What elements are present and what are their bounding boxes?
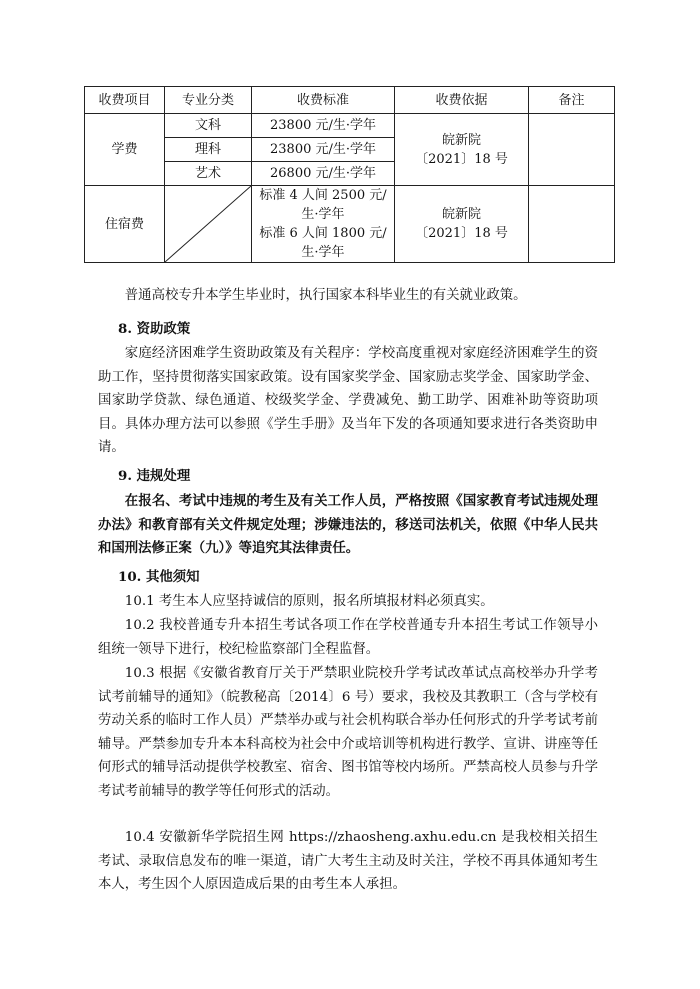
- major-cell: 艺术: [165, 162, 252, 186]
- major-cell: 理科: [165, 138, 252, 162]
- item-10-1: 10.1 考生本人应坚持诚信的原则，报名所填报材料必须真实。: [124, 594, 494, 609]
- major-cell: 文科: [165, 114, 252, 138]
- standard-cell: 23800 元/生·学年: [252, 138, 395, 162]
- section-9-body: 在报名、考试中违规的考生及有关工作人员，严格按照《国家教育考试违规处理办法》和教育部有关文件规定处理；涉嫌违法的，移送司法机关，依照《中华人民共和国刑法修正案（九）》等追究其法律责任。: [98, 493, 598, 557]
- header-fee-item: 收费项目: [85, 87, 165, 114]
- item-10-2: 10.2 我校普通专升本招生考试各项工作在学校普通专升本招生考试工作领导小组统一领导下进行，校纪检监察部门全程监督。: [98, 618, 598, 657]
- tuition-basis: 皖新院 〔2021〕18 号: [395, 114, 529, 186]
- dorm-remark: [529, 186, 615, 263]
- header-remark: 备注: [529, 87, 615, 114]
- table-header-row: [85, 87, 615, 114]
- standard-cell: 26800 元/生·学年: [252, 162, 395, 186]
- diagonal-cell: [165, 186, 252, 263]
- tuition-remark: [529, 114, 615, 186]
- header-standard: 收费标准: [252, 87, 395, 114]
- item-10-3: 10.3 根据《安徽省教育厅关于严禁职业院校升学考试改革试点高校举办升学考试考前辅导的通知》（皖教秘高〔2014〕6 号）要求，我校及其教职工（含与学校有劳动关系的临时工作人员）严禁举办或与社会机构联合举办任何形式的升学考试考前辅导。严禁参加专升本本科高校为社会中介或培训等机构进行教学、宣讲、讲座等任何形式的辅导活动提供学校教室、宿舍、图书馆等校内场所。严禁高校人员参与升学考试考前辅导的教学等任何形式的活动。: [98, 666, 598, 799]
- dorm-label: 住宿费: [85, 186, 165, 263]
- section-8-title: 8. 资助政策: [118, 321, 191, 337]
- section-9-title: 9. 违规处理: [118, 468, 191, 484]
- employment-note: 普通高校专升本学生毕业时，执行国家本科毕业生的有关就业政策。: [124, 288, 527, 303]
- header-basis: 收费依据: [395, 87, 529, 114]
- table-row: [85, 114, 615, 138]
- fee-table: [84, 86, 615, 263]
- tuition-label: 学费: [85, 114, 165, 186]
- table-row: [85, 186, 615, 263]
- section-10-title: 10. 其他须知: [118, 569, 200, 585]
- header-major: 专业分类: [165, 87, 252, 114]
- diagonal-line: [165, 186, 251, 262]
- section-8-body: 家庭经济困难学生资助政策及有关程序：学校高度重视对家庭经济困难学生的资助工作，坚持贯彻落实国家政策。设有国家奖学金、国家励志奖学金、国家助学金、国家助学贷款、绿色通道、校级奖学金、学费减免、勤工助学、困难补助等资助项目。具体办理方法可以参照《学生手册》及当年下发的各项通知要求进行各类资助申请。: [98, 346, 598, 456]
- item-10-4: 10.4 安徽新华学院招生网 https://zhaosheng.axhu.edu.cn 是我校相关招生考试、录取信息发布的唯一渠道，请广大考生主动及时关注，学校不再具体通知考生本人，考生因个人原因造成后果的由考生本人承担。: [98, 830, 598, 893]
- dorm-basis: 皖新院 〔2021〕18 号: [395, 186, 529, 263]
- standard-cell: 23800 元/生·学年: [252, 114, 395, 138]
- dorm-standard: 标准 4 人间 2500 元/ 生·学年 标准 6 人间 1800 元/ 生·学年: [252, 186, 395, 263]
